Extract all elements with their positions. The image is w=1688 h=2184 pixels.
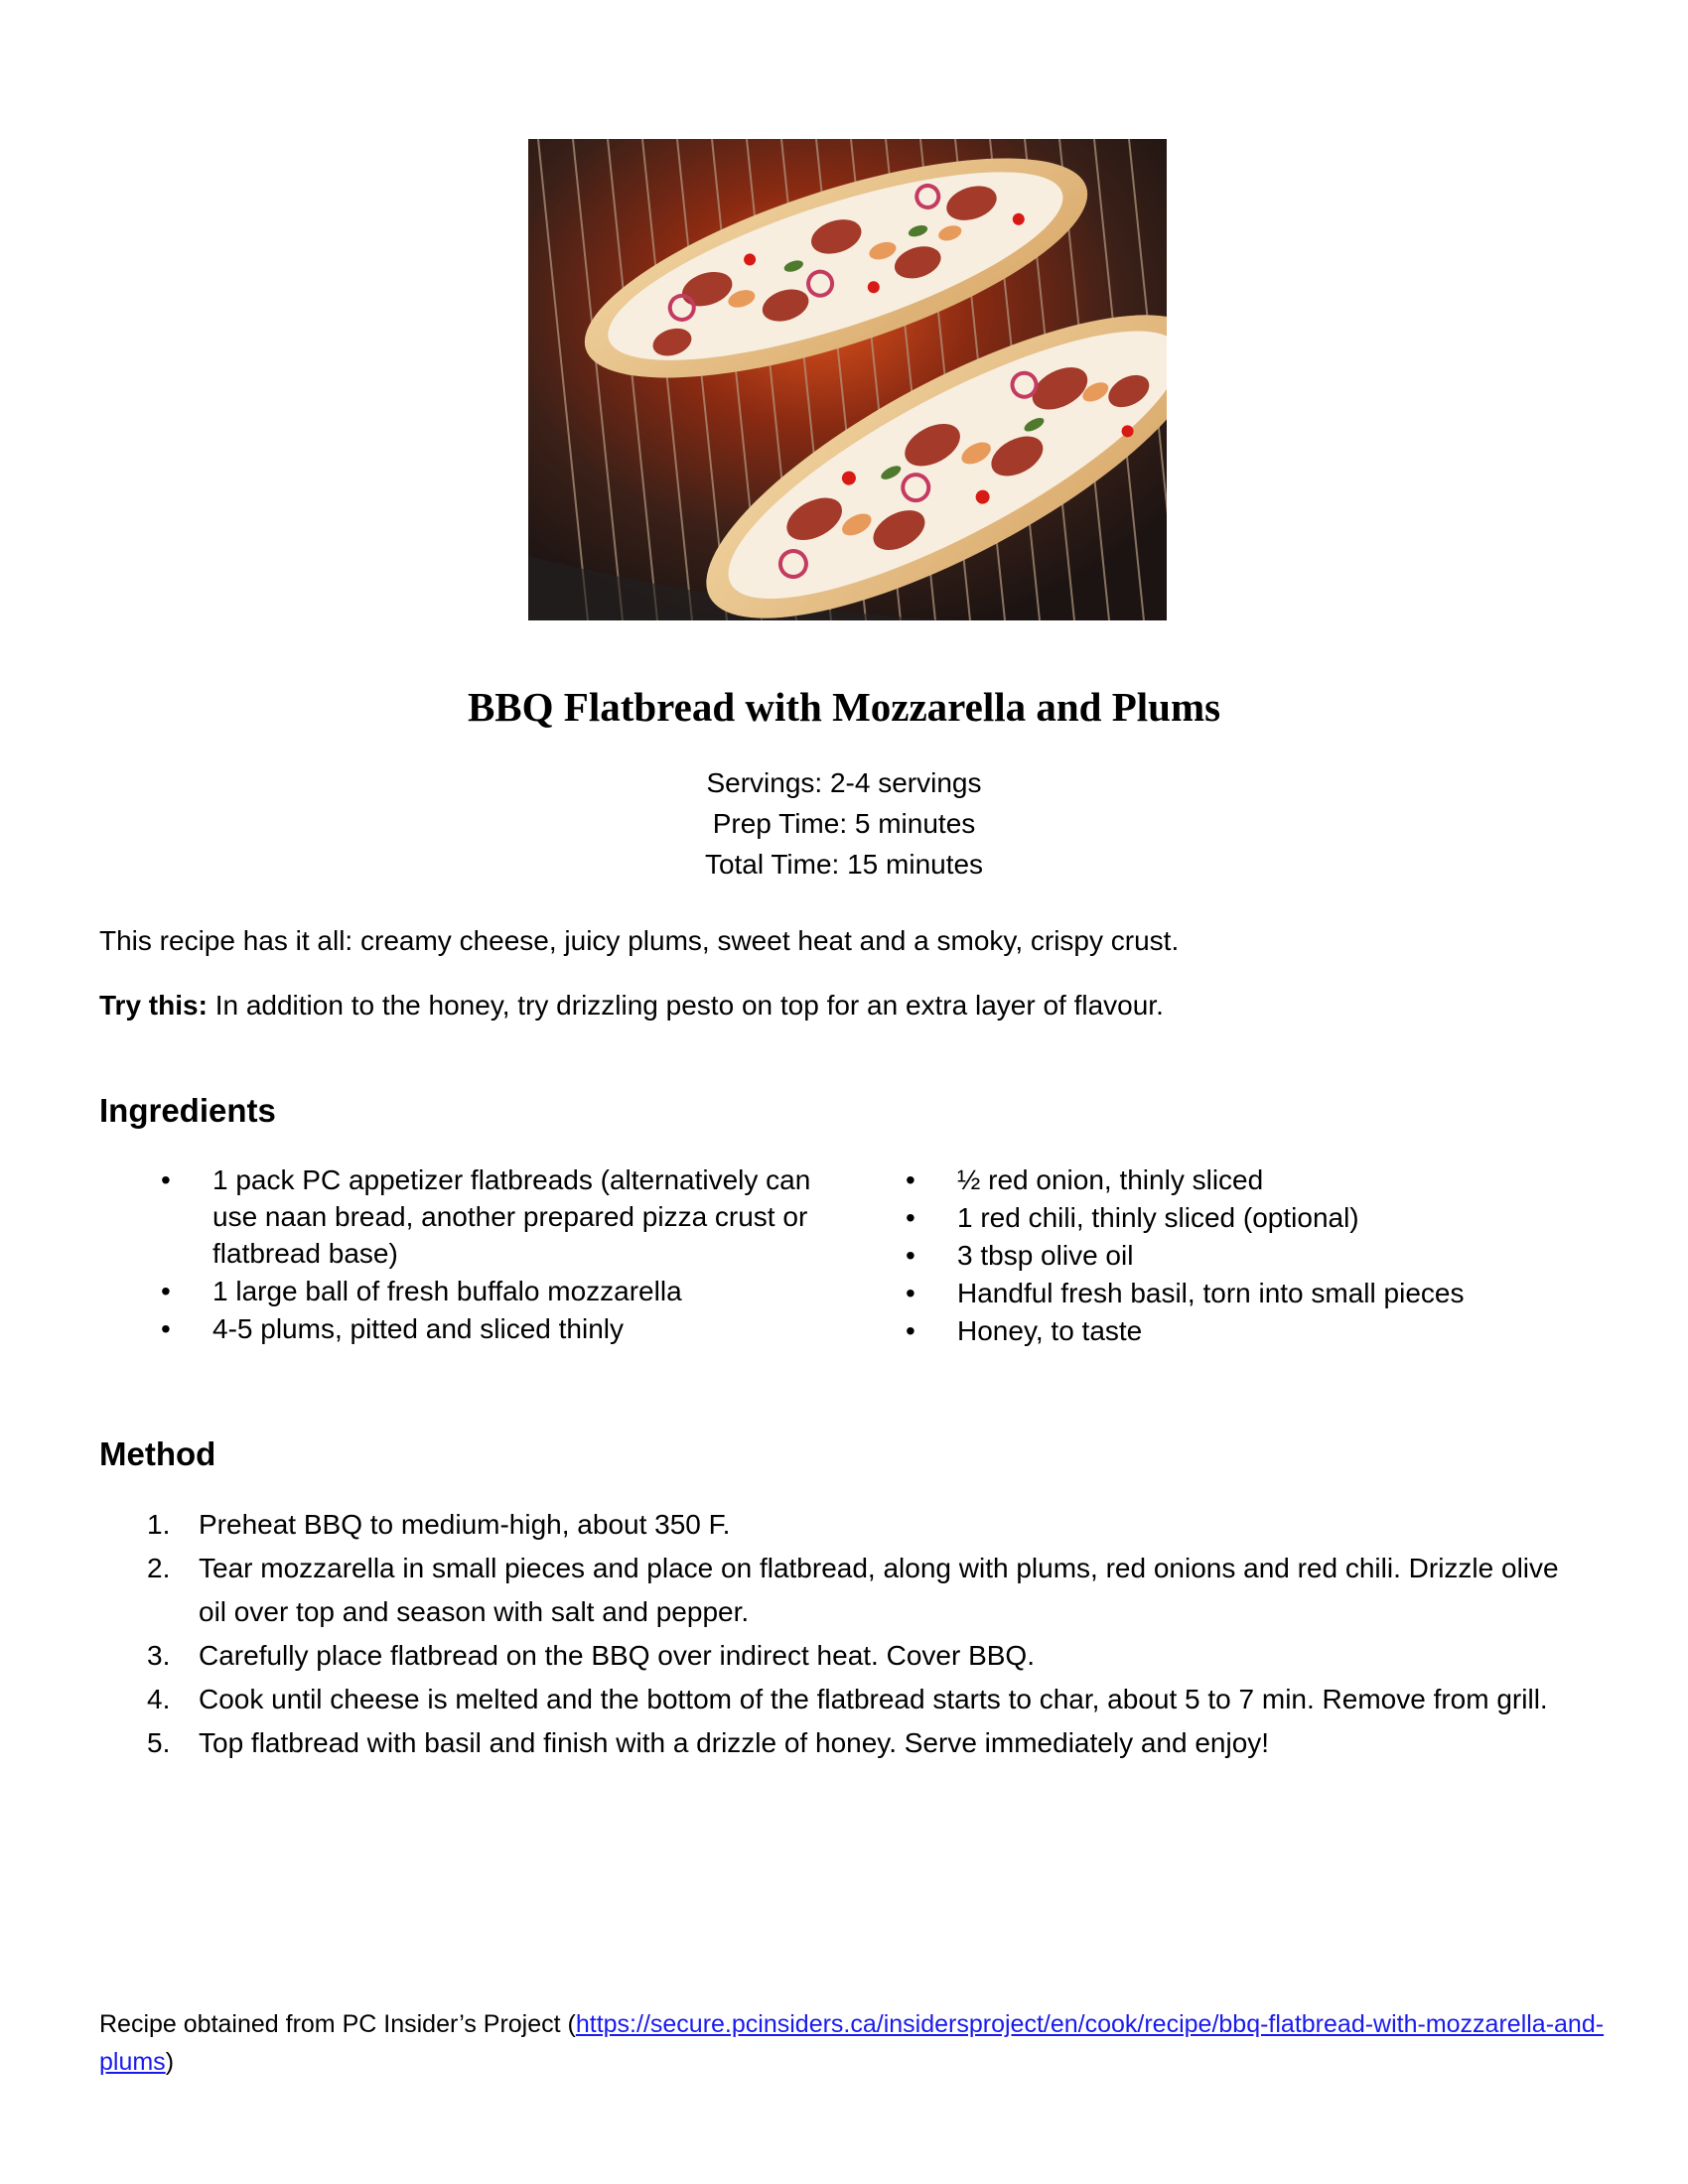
step-text: Cook until cheese is melted and the bottom of the flatbread starts to char, about 5 to 7 min. Remove from grill. (199, 1684, 1548, 1714)
ingredient-text: Honey, to taste (957, 1315, 1143, 1346)
ingredient-text: 1 red chili, thinly sliced (optional) (957, 1202, 1359, 1233)
ingredient-item (161, 1273, 816, 1309)
recipe-photo (528, 139, 1167, 620)
ingredients-list-right (906, 1161, 1521, 1350)
servings-text: Servings: 2-4 servings (706, 767, 982, 798)
ingredient-item (906, 1275, 1521, 1311)
step-number: 2. (147, 1553, 171, 1583)
step-text: Tear mozzarella in small pieces and place on flatbread, along with plums, red onions and red chili. Drizzle olive oil over top and season with salt and pepper. (199, 1553, 1559, 1627)
ingredient-text: 1 pack PC appetizer flatbreads (alternatively can use naan bread, another prepared pizza crust or flatbread base) (212, 1164, 811, 1269)
footer-suffix: ) (165, 2048, 175, 2076)
ingredient-text: 3 tbsp olive oil (957, 1240, 1134, 1271)
ingredient-item (161, 1310, 816, 1347)
total-time-text: Total Time: 15 minutes (704, 849, 984, 880)
bullet-icon: • (906, 1278, 915, 1308)
ingredient-item (906, 1237, 1521, 1274)
tip-label: Try this: (99, 990, 208, 1021)
bullet-icon: • (161, 1276, 171, 1306)
step-text: Carefully place flatbread on the BBQ over indirect heat. Cover BBQ. (199, 1640, 1035, 1671)
ingredient-item (906, 1161, 1521, 1198)
bullet-icon: • (161, 1313, 171, 1344)
step-text: Top flatbread with basil and finish with a drizzle of honey. Serve immediately and enjoy! (199, 1727, 1270, 1758)
step-number: 1. (147, 1509, 171, 1540)
step-text: Preheat BBQ to medium-high, about 350 F. (199, 1509, 731, 1540)
recipe-title: BBQ Flatbread with Mozzarella and Plums (467, 684, 1221, 730)
method-step (147, 1503, 1567, 1547)
bullet-icon: • (906, 1164, 915, 1195)
step-number: 5. (147, 1727, 171, 1758)
ingredient-text: Handful fresh basil, torn into small pieces (957, 1278, 1465, 1308)
method-steps (147, 1503, 1567, 1765)
recipe-meta (0, 762, 1688, 885)
ingredients-list-left (161, 1161, 816, 1348)
prep-time-text: Prep Time: 5 minutes (712, 808, 976, 839)
ingredients-heading: Ingredients (99, 1092, 276, 1129)
ingredient-item (906, 1312, 1521, 1349)
flatbread-grill-image (528, 139, 1167, 620)
ingredient-text: ½ red onion, thinly sliced (957, 1164, 1264, 1195)
source-link[interactable]: https://secure.pcinsiders.ca/insidersproject/en/cook/recipe/bbq-flatbread-with-mozzarella-and-plums (99, 2010, 1605, 2076)
method-step (147, 1678, 1567, 1721)
method-step (147, 1547, 1567, 1634)
ingredient-item (906, 1199, 1521, 1236)
bullet-icon: • (161, 1164, 171, 1195)
step-number: 4. (147, 1684, 171, 1714)
method-step (147, 1721, 1567, 1765)
ingredient-text: 1 large ball of fresh buffalo mozzarella (212, 1276, 682, 1306)
bullet-icon: • (906, 1240, 915, 1271)
intro-paragraph: This recipe has it all: creamy cheese, juicy plums, sweet heat and a smoky, crispy crust. (99, 925, 1180, 956)
ingredient-item (161, 1161, 816, 1272)
method-heading: Method (99, 1435, 216, 1472)
step-number: 3. (147, 1640, 171, 1671)
method-step (147, 1634, 1567, 1678)
tip-paragraph (99, 988, 1589, 1024)
ingredient-text: 4-5 plums, pitted and sliced thinly (212, 1313, 624, 1344)
bullet-icon: • (906, 1202, 915, 1233)
source-footer (99, 2005, 1609, 2081)
tip-text: In addition to the honey, try drizzling pesto on top for an extra layer of flavour. (207, 990, 1164, 1021)
bullet-icon: • (906, 1315, 915, 1346)
footer-prefix: Recipe obtained from PC Insider’s Project ( (99, 2010, 576, 2038)
